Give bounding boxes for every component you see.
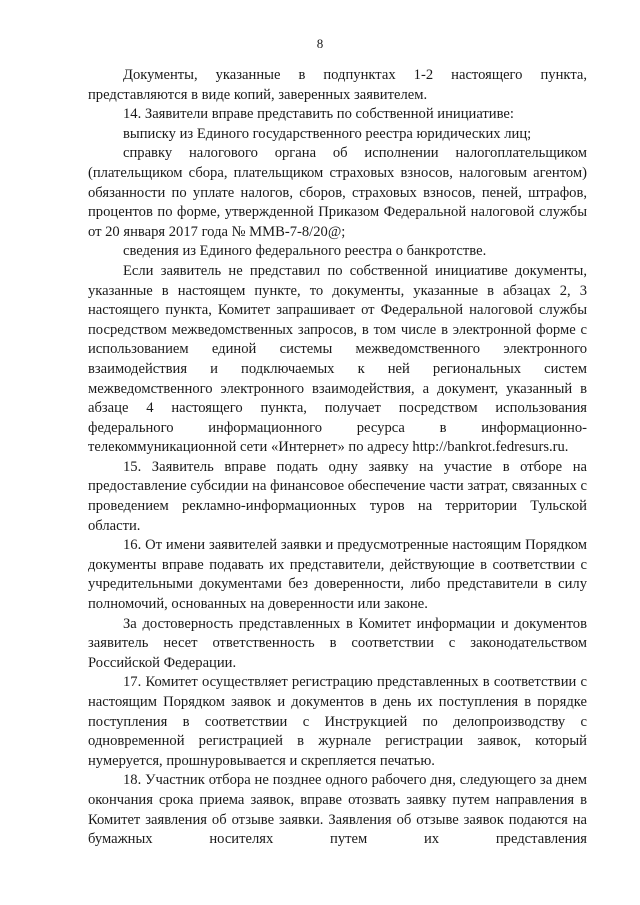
paragraph-18: 18. Участник отбора не позднее одного рабочего дня, следующего за днем окончания срока приема заявок, вправе отозвать заявку путем направления в Комитет заявления об отзыве заявки. Заявления об отзыве заявок подаются на бумажных носителях путем их представления [88, 772, 587, 848]
paragraph-14: 14. Заявители вправе представить по собственной инициативе: [123, 106, 514, 123]
paragraph-14-item-bankruptcy: сведения из Единого федерального реестра о банкротстве. [123, 243, 487, 260]
paragraph-14-item-tax-certificate: справку налогового органа об исполнении налогоплательщиком (плательщиком сбора, плательщиком страховых взносов, налоговым агентом) обязанности по уплате налогов, сборов, страховых взносов, пеней, штрафов, процентов по форме, утвержденной Приказом Федеральной налоговой службы от 20 января 2017 года № ММВ-7-8/20@; [88, 145, 587, 240]
document-body [88, 66, 587, 850]
paragraph-16-responsibility: За достоверность представленных в Комитет информации и документов заявитель несет ответственность в соответствии с законодательством Российской Федерации. [88, 615, 587, 671]
paragraph-copies-note: Документы, указанные в подпунктах 1-2 настоящего пункта, представляются в виде копий, заверенных заявителем. [88, 67, 587, 103]
paragraph-15: 15. Заявитель вправе подать одну заявку на участие в отборе на предоставление субсидии на финансовое обеспечение части затрат, связанных с проведением рекламно-информационных туров на территории Тульской области. [88, 458, 587, 534]
paragraph-14-interagency-requests: Если заявитель не представил по собственной инициативе документы, указанные в настоящем пункте, то документы, указанные в абзацах 2, 3 настоящего пункта, Комитет запрашивает от Федеральной налоговой службы посредством межведомственных запросов, в том числе в электронной форме с использованием единой системы межведомственного электронного взаимодействия и подключаемых к ней региональных систем межведомственного электронного взаимодействия, а документ, указанный в абзаце 4 настоящего пункта, получает посредством использования федерального информационного ресурса в информационно-телекоммуникационной сети «Интернет» по адресу http://bankrot.fedresurs.ru. [88, 262, 587, 456]
page-number: 8 [316, 36, 324, 51]
paragraph-17: 17. Комитет осуществляет регистрацию представленных в соответствии с настоящим Порядком заявок и документов в день их поступления в порядке поступления в соответствии с Инструкцией по делопроизводству с одновременной регистрацией в журнале регистрации заявок, который нумеруется, прошнуровывается и скрепляется печатью. [88, 674, 587, 769]
paragraph-16: 16. От имени заявителей заявки и предусмотренные настоящим Порядком документы вправе подавать их представители, действующие в соответствии с учредительными документами без доверенности, либо представители в силу полномочий, основанных на доверенности или законе. [88, 537, 587, 613]
paragraph-14-item-egrul: выписку из Единого государственного реестра юридических лиц; [123, 125, 532, 142]
